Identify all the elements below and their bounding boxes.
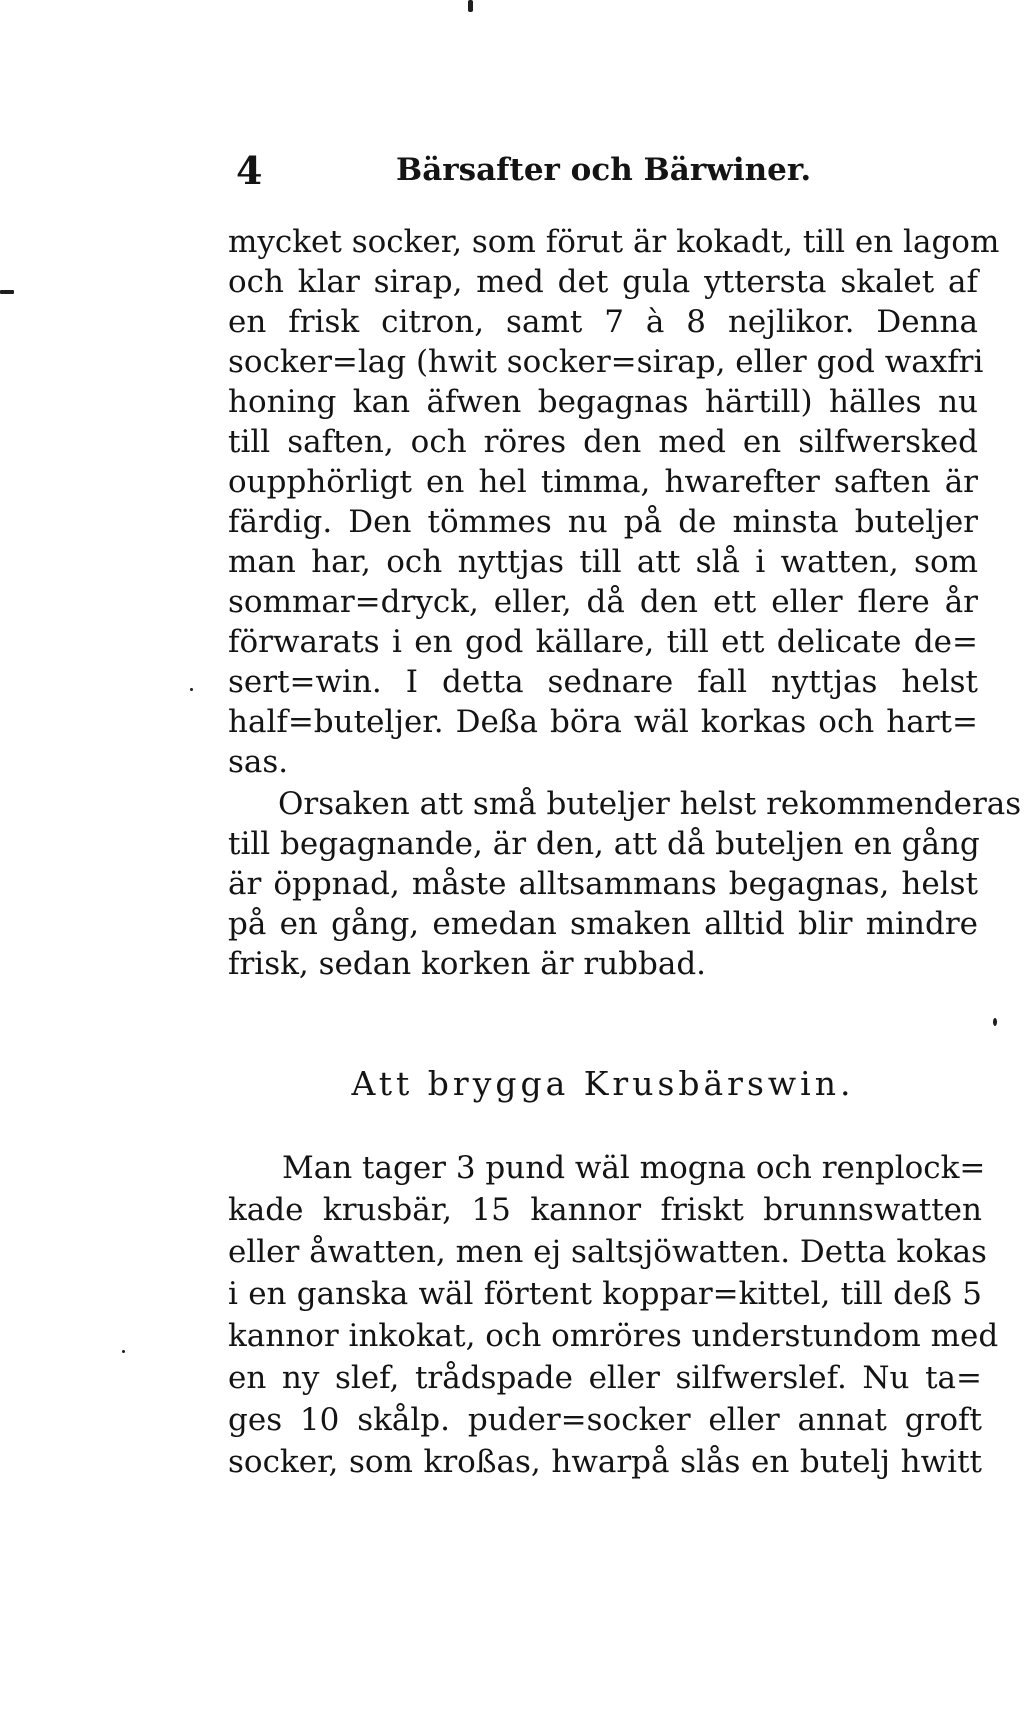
section-heading: Att brygga Krusbärswin. — [351, 1064, 855, 1103]
text-line: på en gång, emedan smaken alltid blir mindre — [228, 906, 978, 942]
text-line: är öppnad, måste alltsammans begagnas, helst — [228, 866, 978, 902]
text-line: mycket socker, som förut är kokadt, till en lagom — [228, 224, 1000, 260]
text-line: honing kan äfwen begagnas härtill) hälles nu — [228, 384, 978, 420]
text-line: frisk, sedan korken är rubbad. — [228, 946, 707, 982]
running-title: Bärsafter och Bärwiner. — [396, 152, 812, 188]
text-line: kannor inkokat, och omröres understundom med — [228, 1318, 999, 1354]
scan-mark — [468, 0, 473, 12]
text-line: Orsaken att små buteljer helst rekommenderas — [278, 786, 1022, 822]
scan-mark — [993, 1018, 997, 1026]
text-line: half=buteljer. Deßa böra wäl korkas och hart= — [228, 704, 978, 740]
text-line: oupphörligt en hel timma, hwarefter saften är — [228, 464, 978, 500]
page-number: 4 — [236, 148, 263, 193]
text-line: i en ganska wäl förtent koppar=kittel, till deß 5 — [228, 1276, 982, 1312]
text-line: Man tager 3 pund wäl mogna och renplock= — [282, 1150, 986, 1186]
text-line: en ny slef, trådspade eller silfwerslef. Nu ta= — [228, 1360, 982, 1396]
text-line: och klar sirap, med det gula yttersta skalet af — [228, 264, 978, 300]
text-line: man har, och nyttjas till att slå i watten, som — [228, 544, 978, 580]
scan-mark — [122, 1350, 125, 1353]
text-line: eller åwatten, men ej saltsjöwatten. Detta kokas — [228, 1234, 987, 1270]
text-line: sert=win. I detta sednare fall nyttjas helst — [228, 664, 978, 700]
text-line: kade krusbär, 15 kannor friskt brunnswatten — [228, 1192, 982, 1228]
scan-mark — [190, 688, 193, 691]
text-line: till saften, och röres den med en silfwersked — [228, 424, 978, 460]
text-line: socker, som kroßas, hwarpå slås en butelj hwitt — [228, 1444, 982, 1480]
text-line: sas. — [228, 744, 289, 780]
page-header — [236, 148, 976, 196]
text-line: ges 10 skålp. puder=socker eller annat groft — [228, 1402, 982, 1438]
text-line: till begagnande, är den, att då buteljen en gång — [228, 826, 980, 862]
text-line: en frisk citron, samt 7 à 8 nejlikor. Denna — [228, 304, 978, 340]
text-line: förwarats i en god källare, till ett delicate de= — [228, 624, 978, 660]
text-line: socker=lag (hwit socker=sirap, eller god waxfri — [228, 344, 984, 380]
scan-mark — [0, 290, 14, 294]
text-line: färdig. Den tömmes nu på de minsta buteljer — [228, 504, 978, 540]
text-line: sommar=dryck, eller, då den ett eller flere år — [228, 584, 978, 620]
